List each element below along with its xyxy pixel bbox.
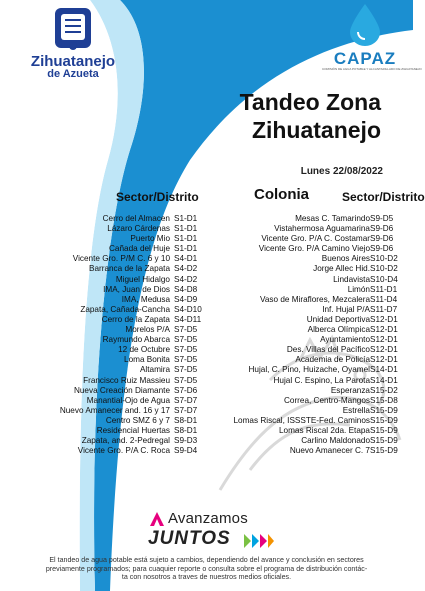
sector-code: S1-D1	[174, 224, 198, 234]
table-row	[370, 446, 410, 456]
table-row	[10, 446, 170, 456]
sector-code: S8-D1	[174, 425, 198, 435]
sector-code: S12-D1	[370, 345, 398, 355]
sector-code: S4-D9	[174, 294, 198, 304]
table-row	[174, 214, 220, 224]
table-row	[370, 416, 410, 426]
table-row	[174, 234, 220, 244]
table-row	[220, 406, 370, 416]
colonia-name: Lomas Riscal 2da. Etapa	[278, 425, 370, 435]
colonia-name: IMA, Medusa	[121, 294, 170, 304]
colonia-name: Nueva Creación Diamante	[73, 385, 170, 395]
table-row	[174, 426, 220, 436]
table-row	[370, 315, 410, 325]
sector-code: S7-D6	[174, 385, 198, 395]
table-row	[220, 325, 370, 335]
colonia-name: Limón	[347, 284, 370, 294]
sector-code: S9-D4	[174, 446, 198, 456]
table-row	[10, 416, 170, 426]
colonia-name: Hujal C. Espino, La Parota	[273, 375, 370, 385]
colonia-name: Unidad Deportiva	[306, 314, 370, 324]
colonia-name: Vicente Gro. P/A C. Costamar	[261, 234, 370, 244]
sector-code: S7-D5	[174, 335, 198, 345]
colonia-name: Zapata, Cañada-Cancha	[80, 304, 170, 314]
footer-line-3: ta con nosotros a traves de nuestros medios oficiales.	[121, 573, 292, 582]
sector-code: S7-D5	[174, 365, 198, 375]
sector-code: S15-D2	[370, 385, 398, 395]
footer-line-1: El tandeo de agua potable está sujeto a cambios, dependiendo del avance y conclusión en sectores	[49, 556, 364, 564]
table-row	[220, 295, 370, 305]
table-row	[10, 275, 170, 285]
sector-code: S9-D5	[370, 214, 394, 223]
table-row	[220, 365, 370, 375]
table-row	[220, 416, 370, 426]
table-row	[174, 305, 220, 315]
table-row	[220, 376, 370, 386]
table-row	[174, 335, 220, 345]
sector-code: S4-D10	[174, 304, 202, 314]
colonia-name: Esperanza	[330, 385, 370, 395]
colonia-name: Cerro del Almacen	[102, 214, 170, 223]
table-row	[220, 234, 370, 244]
colonia-name: Vicente Gro. P/A Camino Viejo	[258, 244, 370, 254]
table-row	[220, 426, 370, 436]
table-row	[10, 315, 170, 325]
colonia-name: Cerro de la Zapata	[101, 314, 170, 324]
table-row	[370, 396, 410, 406]
table-row	[174, 224, 220, 234]
colonia-name: Correa, Centro-Mangos	[283, 395, 370, 405]
colonia-header: Colonia	[254, 186, 309, 203]
sector-code: S12-D1	[370, 314, 398, 324]
sector-code: S9-D3	[174, 436, 198, 446]
capaz-logo	[322, 4, 422, 78]
table-row	[174, 396, 220, 406]
colonia-name: Cañada del Huje	[109, 244, 170, 254]
sector-code: S7-D5	[174, 345, 198, 355]
sector-header-right: Sector/Distrito	[342, 190, 425, 204]
table-row	[220, 285, 370, 295]
municipality-name: Zihuatanejo	[30, 53, 116, 70]
sector-code: S9-D6	[370, 234, 394, 244]
sector-code: S15-D9	[370, 436, 398, 446]
sector-code: S12-D1	[370, 325, 398, 335]
sector-code: S4-D11	[174, 314, 202, 324]
table-row	[174, 446, 220, 456]
table-row	[220, 386, 370, 396]
table-row	[174, 355, 220, 365]
table-row	[370, 335, 410, 345]
footer-line-2: previamente programados; para cuaquier reporte o consulta sobre el programa de distribución contác-	[45, 564, 368, 573]
colonia-name: Des. Villas del Pacífico	[286, 345, 370, 355]
table-row	[220, 335, 370, 345]
table-row	[220, 305, 370, 315]
colonia-name: Vicente Gro. P/M C. 6 y 10	[72, 254, 170, 264]
colonia-name: Inf. Hujal P/A	[322, 304, 370, 314]
table-row	[220, 355, 370, 365]
water-drop-icon	[350, 4, 380, 46]
table-row	[370, 234, 410, 244]
colonia-name: Academia de Policía	[295, 355, 370, 365]
colonia-name: Lázaro Cárdenas	[107, 224, 170, 234]
table-row	[174, 315, 220, 325]
colonia-name: Lomas Riscal, ISSSTE-Fed. Caminos	[233, 415, 370, 425]
table-row	[174, 416, 220, 426]
sector-code: S7-D5	[174, 355, 198, 365]
sector-code: S9-D6	[370, 244, 394, 254]
right-sector-list	[370, 214, 410, 456]
capaz-subtitle: COMISIÓN DE AGUA POTABLE Y ALCANTARILLADO DE ZIHUATANEJO	[322, 67, 422, 71]
table-row	[370, 305, 410, 315]
colonia-name: Carlino Maldonado	[301, 436, 370, 446]
table-row	[220, 345, 370, 355]
table-row	[10, 396, 170, 406]
colonia-name: Centro SMZ 6 y 7	[105, 415, 170, 425]
table-row	[10, 406, 170, 416]
table-row	[10, 264, 170, 274]
table-row	[174, 406, 220, 416]
table-row	[174, 244, 220, 254]
sector-code: S4-D2	[174, 274, 198, 284]
table-row	[220, 254, 370, 264]
table-row	[370, 406, 410, 416]
sector-code: S15-D9	[370, 415, 398, 425]
table-row	[174, 345, 220, 355]
sector-code: S15-D8	[370, 395, 398, 405]
table-row	[370, 386, 410, 396]
sector-code: S15-D9	[370, 405, 398, 415]
table-row	[220, 446, 370, 456]
sector-code: S10-D2	[370, 264, 398, 274]
colonia-name: Manantial-Ojo de Agua	[86, 395, 170, 405]
sector-code: S9-D6	[370, 224, 394, 234]
title-line-1: Tandeo Zona	[239, 89, 381, 115]
sector-code: S12-D1	[370, 355, 398, 365]
table-row	[370, 254, 410, 264]
table-row	[174, 275, 220, 285]
municipality-logo	[18, 6, 128, 86]
right-colonia-list	[220, 214, 370, 456]
colonia-name: Nuevo Amanecer and. 16 y 17	[59, 405, 170, 415]
table-row	[10, 244, 170, 254]
table-row	[370, 214, 410, 224]
colonia-name: Barranca de la Zapata	[88, 264, 170, 274]
table-row	[174, 295, 220, 305]
sector-code: S7-D7	[174, 405, 198, 415]
date-label: Lunes 22/08/2022	[300, 166, 383, 177]
colonia-name: Nuevo Amanecer C. 7	[289, 446, 370, 456]
table-row	[174, 386, 220, 396]
colonia-name: IMA, Juan de Dios	[103, 284, 170, 294]
table-row	[370, 275, 410, 285]
colonia-name: Zapata, and. 2-Pedregal	[81, 436, 170, 446]
colonia-name: Miguel Hidalgo	[115, 274, 170, 284]
colonia-name: Vicente Gro. P/A C. Roca	[77, 446, 170, 456]
table-row	[370, 345, 410, 355]
sector-code: S4-D2	[174, 264, 198, 274]
table-row	[220, 214, 370, 224]
table-row	[220, 396, 370, 406]
sector-code: S15-D9	[370, 425, 398, 435]
table-row	[10, 426, 170, 436]
table-row	[370, 365, 410, 375]
table-row	[220, 315, 370, 325]
footer-notice	[20, 556, 393, 582]
colonia-name: Residencial Huertas	[96, 425, 170, 435]
colonia-name: Alberca Olímpica	[307, 325, 370, 335]
page-title	[240, 88, 381, 144]
brand-line-1: Avanzamos	[168, 510, 248, 527]
sector-code: S10-D4	[370, 274, 398, 284]
sector-code: S4-D1	[174, 254, 198, 264]
table-row	[220, 264, 370, 274]
table-row	[220, 275, 370, 285]
table-row	[10, 214, 170, 224]
table-row	[370, 376, 410, 386]
table-row	[10, 254, 170, 264]
table-row	[370, 264, 410, 274]
colonia-name: Estrella	[342, 405, 370, 415]
table-row	[10, 376, 170, 386]
colonia-name: Puerto Mio	[130, 234, 170, 244]
table-row	[174, 264, 220, 274]
brand-logo	[148, 508, 274, 552]
table-row	[220, 244, 370, 254]
table-row	[370, 295, 410, 305]
sector-code: S4-D8	[174, 284, 198, 294]
table-row	[220, 436, 370, 446]
table-row	[174, 285, 220, 295]
colonia-name: Lindavista	[333, 274, 370, 284]
table-row	[174, 254, 220, 264]
table-row	[370, 436, 410, 446]
brand-line-2: JUNTOS	[148, 528, 231, 549]
colonia-name: Ayuntamiento	[320, 335, 370, 345]
table-row	[10, 365, 170, 375]
colonia-name: Vistahermosa Aguamarina	[274, 224, 370, 234]
table-row	[10, 335, 170, 345]
table-row	[174, 376, 220, 386]
colonia-name: Raymundo Abarca	[102, 335, 170, 345]
sector-code: S10-D2	[370, 254, 398, 264]
table-row	[370, 325, 410, 335]
sector-code: S8-D1	[174, 415, 198, 425]
colonia-name: Hujal, C. Pino, Huizache, Oyamel	[248, 365, 370, 375]
table-row	[174, 436, 220, 446]
table-row	[174, 365, 220, 375]
colonia-name: 12 de Octubre	[118, 345, 170, 355]
table-row	[370, 355, 410, 365]
table-row	[220, 224, 370, 234]
sector-code: S11-D1	[370, 284, 398, 294]
title-line-2: Zihuatanejo	[251, 117, 381, 143]
colonia-name: Jorge Allec Hid.	[313, 264, 370, 274]
coat-of-arms-icon	[51, 6, 95, 52]
left-colonia-list	[10, 214, 170, 456]
table-row	[10, 305, 170, 315]
sector-code: S1-D1	[174, 244, 198, 254]
sector-code: S7-D5	[174, 325, 198, 335]
table-row	[10, 234, 170, 244]
colonia-name: Buenos Aires	[321, 254, 370, 264]
table-row	[10, 285, 170, 295]
arrow-chevrons-icon	[244, 534, 274, 548]
colonia-name: Altamira	[139, 365, 170, 375]
sector-code: S1-D1	[174, 234, 198, 244]
sector-code: S15-D9	[370, 446, 398, 456]
colonia-name: Vaso de Miraflores, Mezcalera	[260, 294, 370, 304]
sector-code: S7-D5	[174, 375, 198, 385]
colonia-name: Francisco Ruiz Massieu	[83, 375, 170, 385]
table-row	[174, 325, 220, 335]
table-row	[10, 224, 170, 234]
table-row	[10, 436, 170, 446]
municipality-subtitle: de Azueta	[47, 68, 99, 80]
left-sector-list	[174, 214, 220, 456]
table-row	[10, 295, 170, 305]
brand-mark-icon	[148, 510, 166, 528]
table-row	[370, 426, 410, 436]
capaz-name: CAPAZ	[333, 49, 397, 68]
table-row	[10, 325, 170, 335]
table-row	[10, 355, 170, 365]
sector-code: S14-D1	[370, 375, 398, 385]
table-row	[10, 386, 170, 396]
sector-code: S1-D1	[174, 214, 198, 223]
sector-code: S12-D1	[370, 335, 398, 345]
sector-code: S11-D4	[370, 294, 398, 304]
sector-code: S7-D7	[174, 395, 198, 405]
colonia-name: Mesas C. Tamarindo	[295, 214, 370, 223]
sector-header-left: Sector/Distrito	[116, 190, 199, 204]
table-row	[370, 224, 410, 234]
table-row	[370, 285, 410, 295]
sector-code: S11-D7	[370, 304, 398, 314]
colonia-name: Loma Bonita	[124, 355, 170, 365]
table-row	[370, 244, 410, 254]
table-row	[10, 345, 170, 355]
colonia-name: Morelos P/A	[125, 325, 170, 335]
sector-code: S14-D1	[370, 365, 398, 375]
